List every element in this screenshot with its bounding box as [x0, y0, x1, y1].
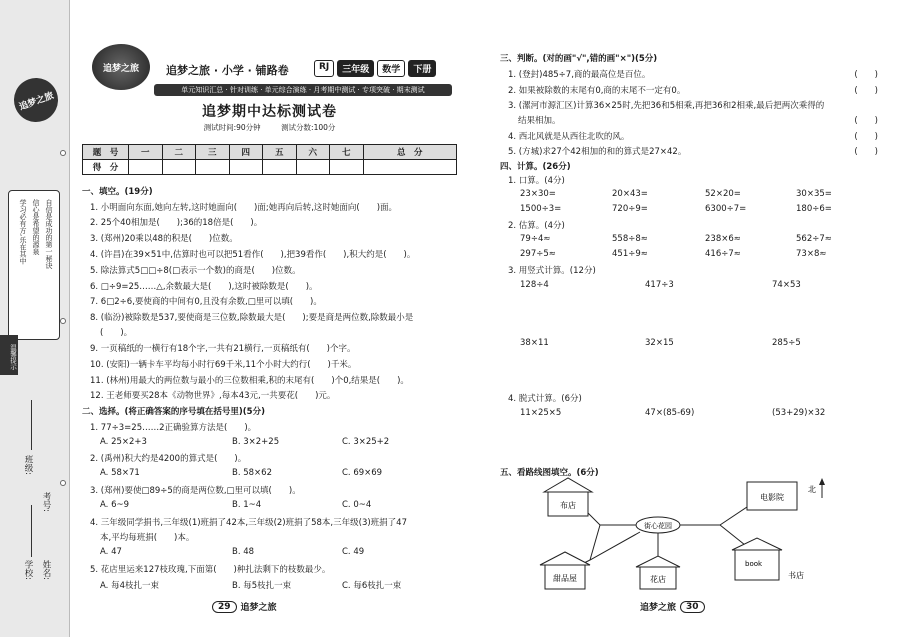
bookstore-roof — [732, 538, 782, 550]
score-cell: 得 分 — [83, 160, 129, 175]
dessert-shop-roof — [540, 552, 590, 565]
judge-item: 2. 如果被除数的末尾有0,商的末尾不一定有0。 — [508, 86, 686, 96]
badge-edition: RJ — [314, 60, 334, 77]
choice-question: 4. 三年级同学捐书,三年级(1)班捐了42本,三年级(2)班捐了58本,三年级(3)班捐了47 — [90, 518, 407, 528]
name-field-label: 姓名: — [41, 560, 51, 580]
choice-option[interactable]: C. 3×25+2 — [342, 437, 390, 447]
judge-answer-box[interactable]: ( ) — [854, 86, 878, 96]
fill-item: 7. 6□2÷6,要使商的中间有0,且没有余数,□里可以填( )。 — [90, 297, 322, 307]
exam-title: 追梦期中达标测试卷 — [202, 104, 337, 120]
judge-answer-box[interactable]: ( ) — [854, 70, 878, 80]
spine-motto-box — [8, 190, 60, 340]
part2-heading: 二、选择。(将正确答案的序号填在括号里)(5分) — [82, 407, 265, 417]
score-cell: 七 — [330, 145, 364, 160]
punch-hole — [60, 318, 66, 324]
class-field-label: 班级: — [23, 455, 33, 475]
route-line — [720, 505, 750, 525]
header-logo: 追梦之旅 — [92, 44, 150, 90]
spine-logo: 追梦之旅 — [8, 72, 64, 128]
north-arrow-icon — [819, 478, 825, 498]
choice-question: 5. 花店里运来127枝玫瑰,下面第( )种扎法剩下的枝数最少。 — [90, 565, 331, 575]
vertical-item: 32×15 — [645, 338, 674, 348]
score-input[interactable] — [229, 160, 263, 175]
spine-tip-tag: 温馨提示 — [0, 335, 18, 375]
fill-item: 10. (安阳)一辆卡车平均每小时行69千米,11个小时大约行( )千米。 — [90, 360, 357, 370]
judge-item: 3. (漯河市源汇区)计算36×25时,先把36和5相乘,再把36和2相乘,最后把两次乘得的 — [508, 101, 825, 111]
part5-heading: 五、看路线图填空。(6分) — [500, 468, 599, 478]
badge-subject: 数学 — [377, 60, 405, 77]
choice-option[interactable]: C. 49 — [342, 547, 365, 557]
oral-item: 20×43= — [612, 189, 648, 199]
choice-option[interactable]: A. 6~9 — [100, 500, 130, 510]
fill-item-continued: ( )。 — [100, 328, 133, 338]
place-label: 电影院 — [760, 493, 784, 502]
score-cell: 三 — [196, 145, 230, 160]
vertical-item: 285÷5 — [772, 338, 801, 348]
score-input[interactable] — [129, 160, 163, 175]
fill-item: 9. 一页稿纸的一横行有18个字,一共有21横行,一页稿纸有( )个字。 — [90, 344, 356, 354]
choice-option[interactable]: B. 48 — [232, 547, 255, 557]
binding-spine — [0, 0, 70, 637]
part3-heading: 三、判断。(对的画"√",错的画"×")(5分) — [500, 54, 658, 64]
fill-item: 1. 小明面向东面,她向左转,这时她面向( )面;她再向后转,这时她面向( )面。 — [90, 203, 398, 213]
judge-item: 1. (登封)485÷7,商的最高位是百位。 — [508, 70, 651, 80]
page-number: 29 — [212, 601, 237, 613]
punch-hole — [60, 150, 66, 156]
place-label: 街心花园 — [644, 522, 672, 530]
score-input[interactable] — [330, 160, 364, 175]
fill-item: 12. 王老师要买28本《动物世界》,每本43元,一共要花( )元。 — [90, 391, 336, 401]
estimate-item: 558÷8≈ — [612, 234, 648, 244]
page-number: 30 — [680, 601, 705, 613]
choice-option[interactable]: C. 每6枝扎一束 — [342, 581, 402, 591]
oral-item: 23×30= — [520, 189, 556, 199]
judge-item-continued: 结果相加。 — [518, 116, 561, 126]
fill-item: 4. (许昌)在39×51中,估算时也可以把51看作( ),把39看作( ),积大约是( )。 — [90, 250, 416, 260]
score-cell: 一 — [129, 145, 163, 160]
flower-shop-roof — [636, 556, 680, 567]
choice-option[interactable]: A. 每4枝扎一束 — [100, 581, 159, 591]
series-title: 追梦之旅 · 小学 · 铺路卷 — [166, 64, 289, 77]
left-page — [82, 0, 457, 637]
score-cell: 四 — [229, 145, 263, 160]
exam-score: 测试分数:100分 — [281, 123, 336, 132]
fill-item: 3. (郑州)20乘以48的积是( )位数。 — [90, 234, 238, 244]
choice-option[interactable]: A. 25×2+3 — [100, 437, 147, 447]
step-item: 11×25×5 — [520, 408, 562, 418]
place-label: 布店 — [560, 501, 576, 510]
score-value-row — [83, 160, 457, 175]
fill-item: 6. □÷9=25……△,余数最大是( ),这时被除数是( )。 — [90, 282, 318, 292]
score-input[interactable] — [162, 160, 196, 175]
score-input[interactable] — [296, 160, 330, 175]
step-item: 47×(85-69) — [645, 408, 695, 418]
score-cell: 总 分 — [363, 145, 457, 160]
footer-brand: 追梦之旅 — [640, 603, 677, 613]
vertical-item: 128÷4 — [520, 280, 549, 290]
school-field-line[interactable] — [31, 505, 32, 557]
north-label: 北 — [808, 485, 816, 494]
motto-line-1: 自信是成功的第一秘诀 — [45, 199, 53, 269]
grade-badges — [314, 60, 436, 77]
score-input[interactable] — [196, 160, 230, 175]
oral-item: 30×35= — [796, 189, 832, 199]
choice-option[interactable]: B. 每5枝扎一束 — [232, 581, 292, 591]
motto-line-3: 学习必有方,乐在其中 — [19, 199, 27, 265]
book-sign: book — [745, 560, 763, 568]
choice-question: 2. (禹州)积大约是4200的算式是( )。 — [90, 454, 247, 464]
judge-answer-box[interactable]: ( ) — [854, 132, 878, 142]
estimate-item: 297÷5≈ — [520, 249, 556, 259]
judge-item: 4. 西北风就是从西往北吹的风。 — [508, 132, 630, 142]
judge-item: 5. (方城)求27个42相加的和的算式是27×42。 — [508, 147, 687, 157]
route-line — [720, 525, 745, 545]
fill-item: 11. (林州)用最大的两位数与最小的三位数相乘,积的末尾有( )个0,结果是( )。 — [90, 376, 409, 386]
motto-line-2: 信心是希望的源泉 — [32, 199, 40, 255]
choice-question-continued: 本,平均每班捐( )本。 — [100, 533, 195, 543]
oral-item: 720÷9= — [612, 204, 648, 214]
exam-meta — [82, 122, 457, 133]
choice-option[interactable]: C. 69×69 — [342, 468, 383, 478]
place-label: 花店 — [650, 575, 666, 584]
estimate-item: 562÷7≈ — [796, 234, 832, 244]
judge-answer-box[interactable]: ( ) — [854, 147, 878, 157]
choice-question: 3. (郑州)要使□89÷5的商是两位数,□里可以填( )。 — [90, 486, 301, 496]
badge-volume: 下册 — [408, 60, 436, 77]
place-label: 甜品屋 — [553, 574, 577, 583]
fill-item: 8. (临汾)被除数是537,要使商是三位数,除数最大是( );要是商是两位数,除数最小是 — [90, 313, 414, 323]
choice-option[interactable]: C. 0~4 — [342, 500, 372, 510]
vertical-item: 74×53 — [772, 280, 801, 290]
choice-option[interactable]: B. 3×2+25 — [232, 437, 280, 447]
right-page — [500, 0, 890, 637]
score-input[interactable] — [363, 160, 457, 175]
vertical-item: 417÷3 — [645, 280, 674, 290]
choice-option[interactable]: A. 58×71 — [100, 468, 140, 478]
oral-item: 52×20= — [705, 189, 741, 199]
score-cell: 六 — [296, 145, 330, 160]
place-label: 书店 — [788, 571, 804, 580]
oral-item: 6300÷7= — [705, 204, 747, 214]
step-heading: 4. 脱式计算。(6分) — [508, 394, 582, 404]
badge-grade: 三年级 — [337, 60, 374, 77]
right-footer — [640, 600, 705, 613]
score-input[interactable] — [263, 160, 297, 175]
vertical-item: 38×11 — [520, 338, 549, 348]
choice-option[interactable]: A. 47 — [100, 547, 122, 557]
exam-time: 测试时间:90分钟 — [203, 123, 261, 132]
oral-item: 180÷6= — [796, 204, 832, 214]
class-field-line[interactable] — [31, 400, 32, 450]
exam-number-field-label: 考号: — [41, 492, 51, 512]
fill-item: 2. 25个40相加是( );36的18倍是( )。 — [90, 218, 263, 228]
score-cell: 五 — [263, 145, 297, 160]
choice-question: 1. 77÷3=25……2正确验算方法是( )。 — [90, 423, 257, 433]
cloth-shop-roof — [544, 478, 592, 492]
oral-heading: 1. 口算。(4分) — [508, 176, 565, 186]
series-strip: 单元知识汇总 · 针对训练 · 单元综合演练 · 月考期中测试 · 专项突破 · 期末测试 — [154, 84, 452, 96]
score-table — [82, 144, 457, 175]
choice-option[interactable]: B. 58×62 — [232, 468, 272, 478]
school-field-label: 学校: — [23, 560, 33, 580]
estimate-item: 79÷4≈ — [520, 234, 551, 244]
left-footer — [212, 600, 277, 613]
punch-hole — [60, 480, 66, 486]
estimate-heading: 2. 估算。(4分) — [508, 221, 565, 231]
route-map — [520, 470, 850, 600]
vertical-heading: 3. 用竖式计算。(12分) — [508, 266, 596, 276]
score-cell: 二 — [162, 145, 196, 160]
score-header-row — [83, 145, 457, 160]
estimate-item: 451÷9≈ — [612, 249, 648, 259]
step-item: (53+29)×32 — [772, 408, 826, 418]
judge-answer-box[interactable]: ( ) — [854, 116, 878, 126]
fill-item: 5. 除法算式5□□÷8(□表示一个数)的商是( )位数。 — [90, 266, 301, 276]
score-cell: 题 号 — [83, 145, 129, 160]
footer-brand: 追梦之旅 — [240, 603, 277, 613]
estimate-item: 73×8≈ — [796, 249, 827, 259]
estimate-item: 238×6≈ — [705, 234, 741, 244]
estimate-item: 416÷7≈ — [705, 249, 741, 259]
part1-heading: 一、填空。(19分) — [82, 187, 153, 197]
part4-heading: 四、计算。(26分) — [500, 162, 571, 172]
choice-option[interactable]: B. 1~4 — [232, 500, 262, 510]
oral-item: 1500÷3= — [520, 204, 562, 214]
